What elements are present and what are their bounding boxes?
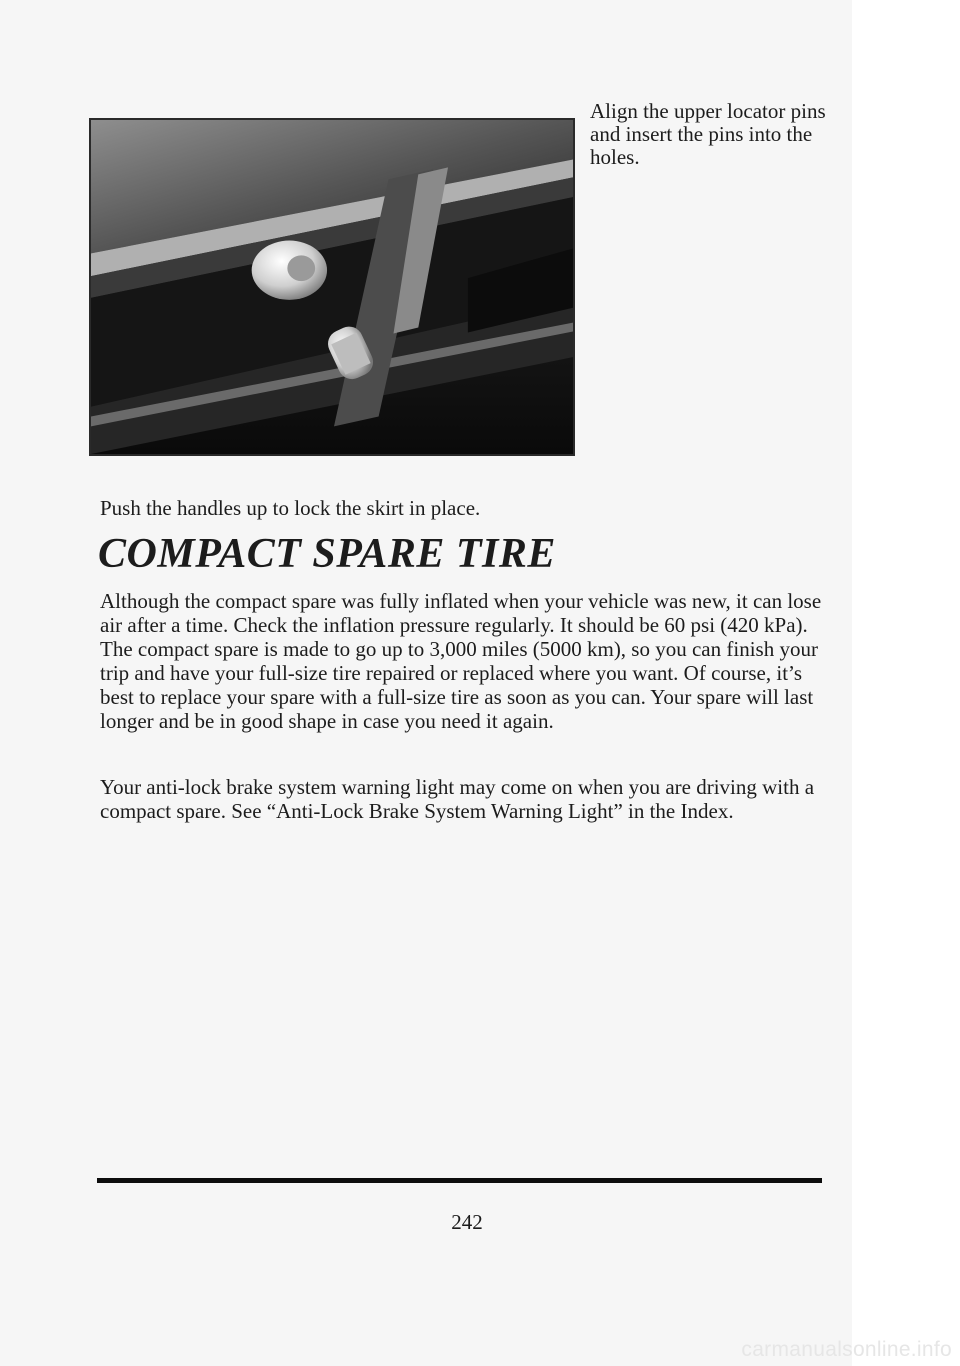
compact-spare-paragraph: Although the compact spare was fully inflated when your vehicle was new, it can lose air after a time. Check the inflation pressure regularly. It should be 60 psi (420 kPa). The compact spare is made to go up to 3,000 miles (5000 km), so you can finish your trip and have your full-size tire repaired or replaced where you want. Of course, it’s best to replace your spare with a full-size tire as soon as you can. Your spare will last longer and be in good shape in case you need it again. bbox=[100, 589, 822, 733]
page-number: 242 bbox=[451, 1210, 483, 1234]
locator-pins-photo bbox=[89, 118, 575, 456]
abs-warning-paragraph: Your anti-lock brake system warning light may come on when you are driving with a compact spare. See “Anti-Lock Brake System Warning Light” in the Index. bbox=[100, 775, 815, 823]
watermark-text: carmanualsonline.info bbox=[741, 1338, 952, 1361]
push-handles-paragraph: Push the handles up to lock the skirt in place. bbox=[100, 496, 481, 520]
figure-caption: Align the upper locator pins and insert the pins into the holes. bbox=[590, 99, 826, 169]
section-heading: COMPACT SPARE TIRE bbox=[98, 531, 556, 577]
footer-rule bbox=[97, 1178, 822, 1183]
locator-pins-illustration bbox=[91, 120, 573, 454]
